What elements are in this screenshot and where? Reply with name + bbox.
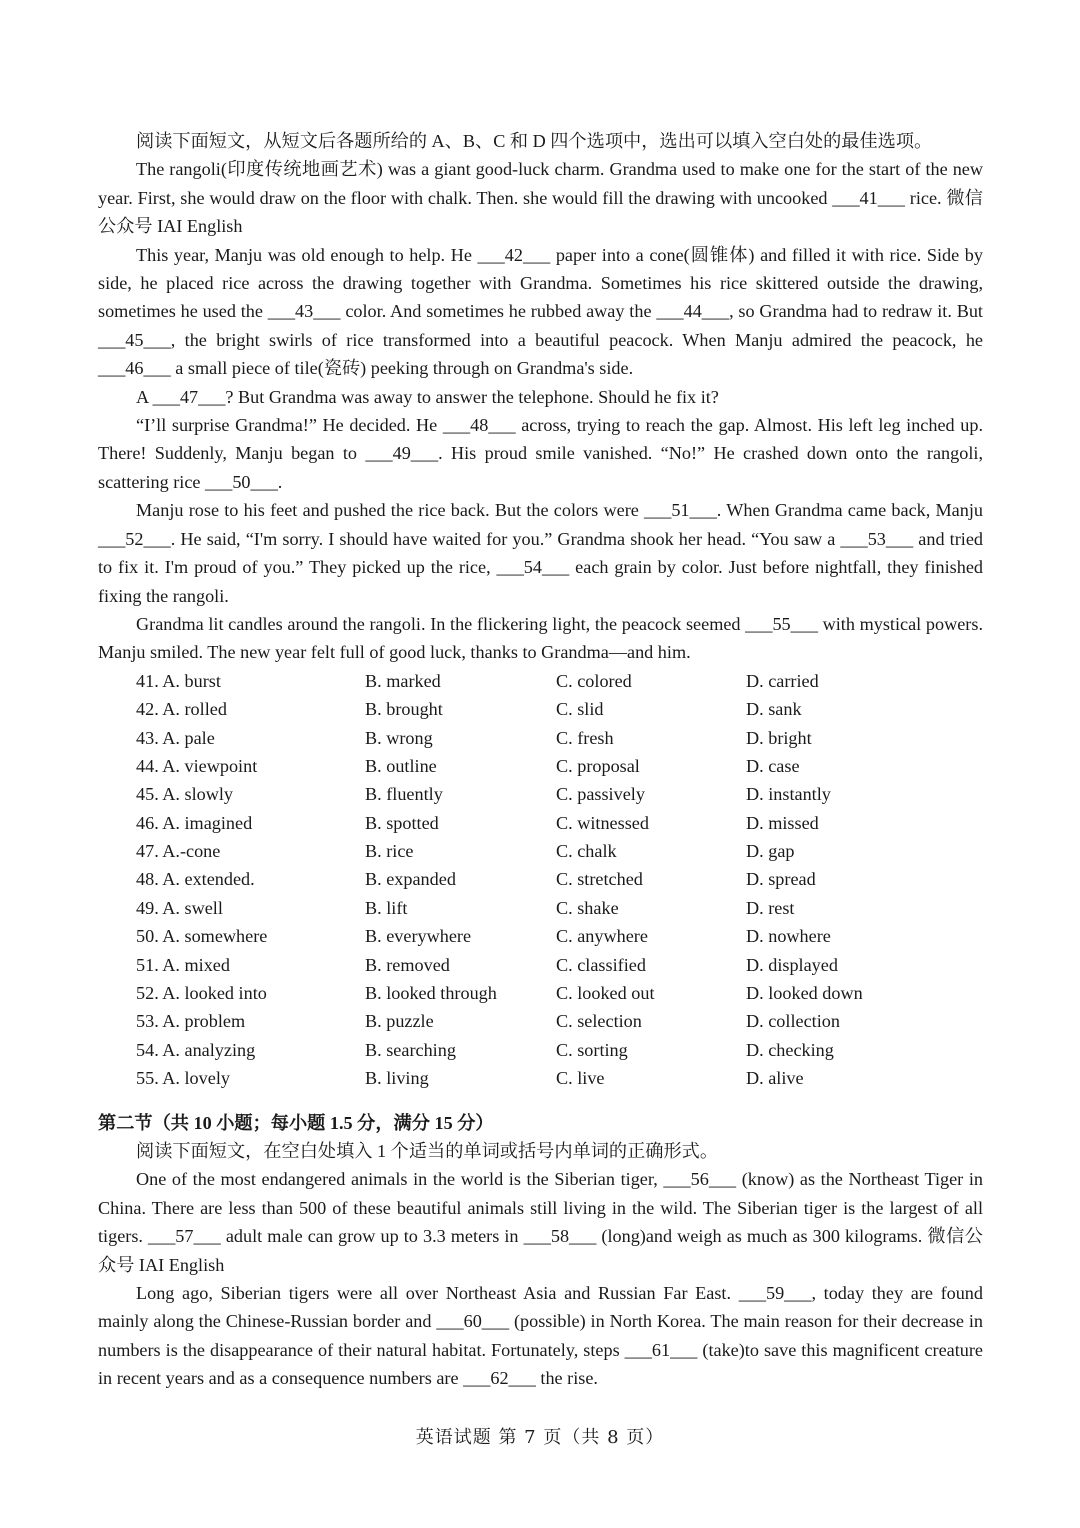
passage1-paragraph-5: Manju rose to his feet and pushed the rice back. But the colors were ___51___. When Grandma came back, Manju ___52___. He said, “I'm sorry. I should have waited for you.” Grandma shook her head. “You saw a ___53___ and tried to fix it. I'm proud of you.” They picked up the rice, ___54___ each grain by color. Just before nightfall, they finished fixing the rangoli. xyxy=(98,500,983,606)
option-row xyxy=(98,894,983,922)
option-c: C. fresh xyxy=(556,727,614,748)
option-d: D. alive xyxy=(746,1068,804,1089)
option-c: C. stretched xyxy=(556,869,643,890)
option-b: B. searching xyxy=(365,1039,456,1060)
option-row xyxy=(98,667,983,695)
option-c: C. proposal xyxy=(556,755,640,776)
option-c: C. anywhere xyxy=(556,926,648,947)
option-row xyxy=(98,780,983,808)
option-d: D. missed xyxy=(746,812,819,833)
option-a: 43. A. pale xyxy=(136,727,215,748)
option-a: 52. A. looked into xyxy=(136,983,267,1004)
section-two-heading: 第二节（共 10 小题；每小题 1.5 分，满分 15 分） xyxy=(98,1112,494,1133)
passage1-paragraph-1: The rangoli(印度传统地画艺术) was a giant good-luck charm. Grandma used to make one for the start of the new year. First, she would draw on the floor with chalk. Then. she would fill the drawing with uncooked ___41___ rice. 微信公众号 IAI English xyxy=(98,159,983,237)
passage1-paragraph-4: “I’ll surprise Grandma!” He decided. He ___48___ across, trying to reach the gap. Almost. His left leg inched up. There! Suddenly, Manju began to ___49___. His proud smile vanished. “No!” He crashed down onto the rangoli, scattering rice ___50___. xyxy=(98,415,983,492)
option-d: D. bright xyxy=(746,727,812,748)
option-b: B. removed xyxy=(365,954,450,975)
option-b: B. looked through xyxy=(365,983,497,1004)
option-c: C. colored xyxy=(556,670,632,691)
option-d: D. gap xyxy=(746,841,795,862)
option-b: B. marked xyxy=(365,670,441,691)
option-d: D. checking xyxy=(746,1039,834,1060)
page-content xyxy=(98,127,983,1393)
option-a: 49. A. swell xyxy=(136,897,223,918)
option-d: D. sank xyxy=(746,699,802,720)
option-b: B. expanded xyxy=(365,869,456,890)
option-c: C. live xyxy=(556,1068,605,1089)
option-b: B. living xyxy=(365,1068,429,1089)
passage1-paragraph-3: A ___47___? But Grandma was away to answer the telephone. Should he fix it? xyxy=(136,386,719,407)
part2-instructions: 阅读下面短文，在空白处填入 1 个适当的单词或括号内单词的正确形式。 xyxy=(136,1140,719,1161)
option-c: C. chalk xyxy=(556,841,617,862)
option-row xyxy=(98,922,983,950)
option-row xyxy=(98,724,983,752)
option-c: C. classified xyxy=(556,954,646,975)
option-b: B. puzzle xyxy=(365,1011,434,1032)
option-a: 55. A. lovely xyxy=(136,1068,230,1089)
option-d: D. collection xyxy=(746,1011,840,1032)
option-c: C. witnessed xyxy=(556,812,649,833)
option-b: B. rice xyxy=(365,841,414,862)
option-b: B. wrong xyxy=(365,727,433,748)
passage1-paragraph-6: Grandma lit candles around the rangoli. In the flickering light, the peacock seemed ___55___ with mystical powers. Manju smiled. The new year felt full of good luck, thanks to Grandma—and him. xyxy=(98,613,983,663)
option-row xyxy=(98,837,983,865)
option-c: C. shake xyxy=(556,897,619,918)
option-d: D. looked down xyxy=(746,983,863,1004)
option-row xyxy=(98,752,983,780)
option-a: 53. A. problem xyxy=(136,1011,246,1032)
option-row xyxy=(98,1036,983,1064)
passage2-paragraph-1: One of the most endangered animals in the world is the Siberian tiger, ___56___ (know) as the Northeast Tiger in China. There are less than 500 of these beautiful animals still living in the wild. The Siberian tiger is the largest of all tigers. ___57___ adult male can grow up to 3.3 meters in ___58___ (long)and weigh as much as 300 kilograms. 微信公众号 IAI English xyxy=(98,1169,983,1275)
option-b: B. spotted xyxy=(365,812,439,833)
option-d: D. nowhere xyxy=(746,926,831,947)
option-a: 45. A. slowly xyxy=(136,784,234,805)
option-d: D. case xyxy=(746,755,800,776)
option-d: D. carried xyxy=(746,670,819,691)
option-a: 50. A. somewhere xyxy=(136,926,268,947)
option-row xyxy=(98,695,983,723)
page-footer: 英语试题 第 7 页（共 8 页） xyxy=(415,1427,665,1448)
option-row xyxy=(98,1064,983,1092)
option-b: B. everywhere xyxy=(365,926,472,947)
option-d: D. displayed xyxy=(746,954,838,975)
option-a: 47. A.-cone xyxy=(136,841,221,862)
option-d: D. rest xyxy=(746,897,795,918)
option-a: 41. A. burst xyxy=(136,670,221,691)
option-a: 44. A. viewpoint xyxy=(136,755,258,776)
option-d: D. instantly xyxy=(746,784,831,805)
part1-instructions: 阅读下面短文，从短文后各题所给的 A、B、C 和 D 四个选项中，选出可以填入空白处的最佳选项。 xyxy=(136,131,933,151)
option-row xyxy=(98,809,983,837)
option-row xyxy=(98,1007,983,1035)
option-row xyxy=(98,865,983,893)
passage1-paragraph-2: This year, Manju was old enough to help. He ___42___ paper into a cone(圆锥体) and filled it with rice. Side by side, he placed rice across the drawing together with Grandma. Sometimes his rice skittered outside the drawing, sometimes he used the ___43___ color. And sometimes he rubbed away the ___44___, so Grandma had to redraw it. But ___45___, the bright swirls of rice transformed into a beautiful peacock. When Manju admired the peacock, he ___46___ a small piece of tile(瓷砖) peeking through on Grandma's side. xyxy=(98,244,983,379)
option-a: 48. A. extended. xyxy=(136,869,255,890)
option-c: C. sorting xyxy=(556,1039,628,1060)
option-a: 46. A. imagined xyxy=(136,812,253,833)
option-c: C. selection xyxy=(556,1011,642,1032)
option-c: C. passively xyxy=(556,784,645,805)
option-c: C. slid xyxy=(556,699,604,720)
option-row xyxy=(98,951,983,979)
option-a: 51. A. mixed xyxy=(136,954,230,975)
option-b: B. brought xyxy=(365,699,443,720)
option-a: 42. A. rolled xyxy=(136,699,227,720)
option-a: 54. A. analyzing xyxy=(136,1039,256,1060)
option-row xyxy=(98,979,983,1007)
answer-options xyxy=(98,667,983,1093)
option-d: D. spread xyxy=(746,869,816,890)
option-c: C. looked out xyxy=(556,983,655,1004)
option-b: B. lift xyxy=(365,897,408,918)
option-b: B. fluently xyxy=(365,784,443,805)
passage2-paragraph-2: Long ago, Siberian tigers were all over Northeast Asia and Russian Far East. ___59___, today they are found mainly along the Chinese-Russian border and ___60___ (possible) in North Korea. The main reason for their decrease in numbers is the disappearance of their natural habitat. Fortunately, steps ___61___ (take)to save this magnificent creature in recent years and as a consequence numbers are ___62___ the rise. xyxy=(98,1283,983,1389)
option-b: B. outline xyxy=(365,755,437,776)
